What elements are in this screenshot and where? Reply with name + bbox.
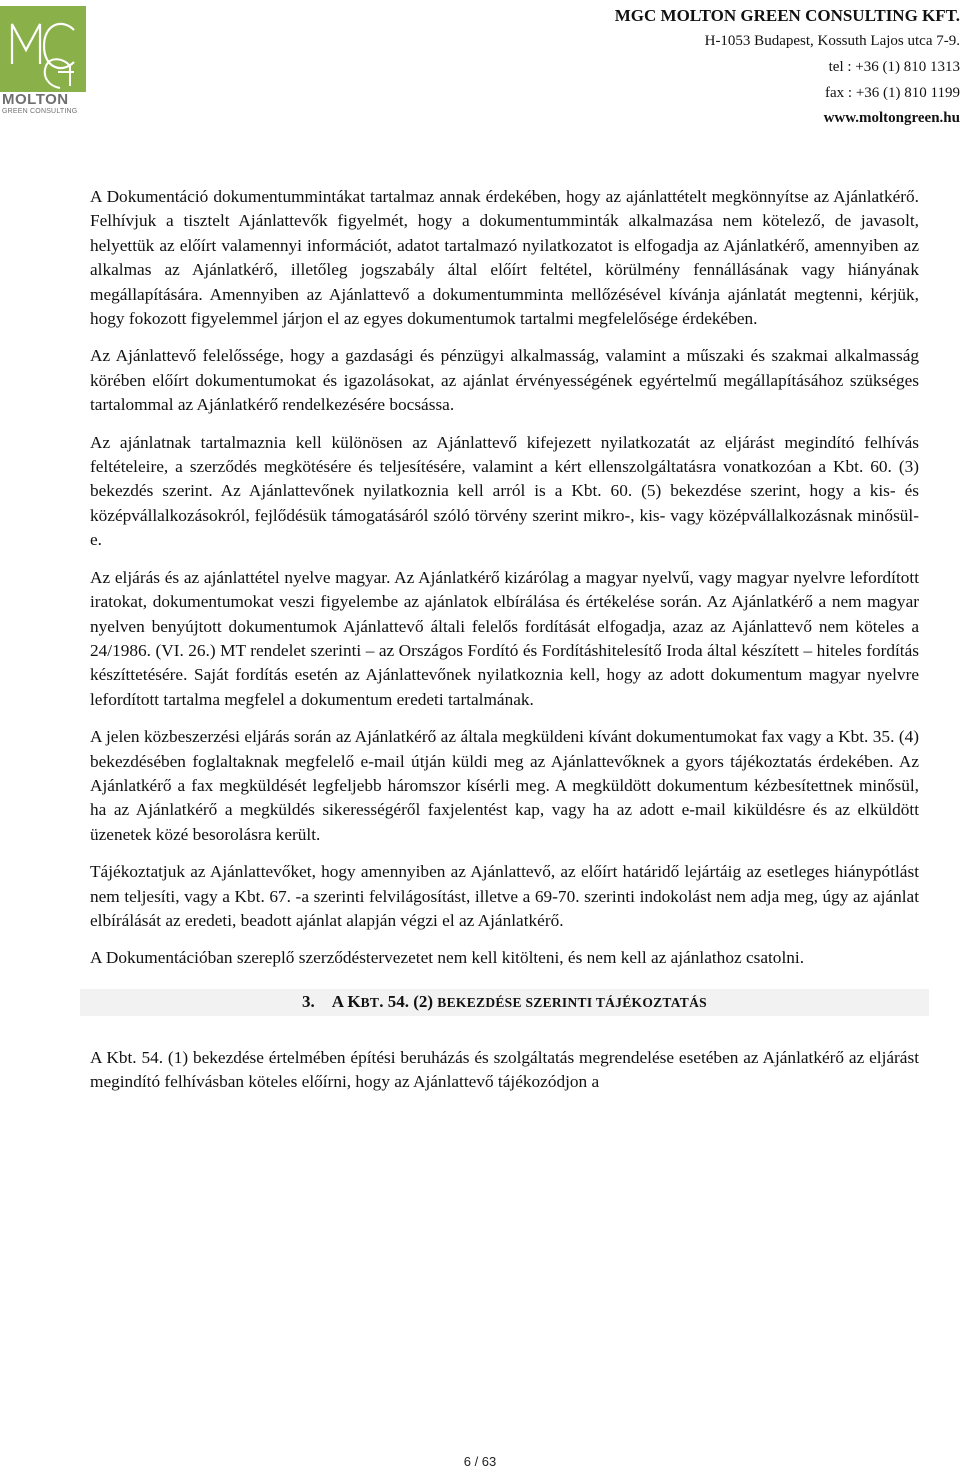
paragraph: A Dokumentációban szereplő szerződéstervezetet nem kell kitölteni, és nem kell az ajánlathoz csatolni. (90, 948, 805, 968)
paragraph: A Kbt. 54. (1) bekezdése értelmében építési beruházás és szolgáltatás megrendelése esetében az Ajánlatkérő az eljárást megindító felhívásban köteles előírni, hogy az Ajánlattevő tájékozódjon a (90, 1047, 919, 1092)
company-website[interactable]: www.moltongreen.hu (823, 110, 960, 126)
logo-monogram-icon (0, 6, 86, 92)
paragraph: A jelen közbeszerzési eljárás során az Ajánlatkérő az általa megküldeni kívánt dokumentumokat fax vagy a Kbt. 35. (4) bekezdésében foglaltaknak megfelelő e-mail útján küldi meg az Ajánlattevőknek a gyors tájékoztatás érdekében. Az Ajánlatkérő a fax megküldését legfeljebb háromszor kísérli meg. A megküldött dokumentum kézbesítettnek minősül, ha az Ajánlatkérő a megküldés sikerességéről faxjelentést kap, vagy ha az adott e-mail kiküldésre és az elküldött üzenetek közé besorolásra került. (90, 727, 919, 844)
logo-mark (0, 6, 86, 92)
company-info (615, 4, 960, 130)
paragraph: A Dokumentáció dokumentummintákat tartalmaz annak érdekében, hogy az ajánlattételt megkönnyítse az Ajánlatkérő. Felhívjuk a tisztelt Ajánlattevők figyelmét, hogy a dokumentumminták alkalmazása nem kötelező, de javasolt, helyettük az előírt valamennyi információt, adatot tartalmazó nyilatkozatot is elfogadja az Ajánlatkérő, amennyiben az alkalmas az Ajánlatkérő, illetőleg jogszabály által előírt feltétel, körülmény fennállásának vagy hiányának megállapítására. Amennyiben az Ajánlattevő a dokumentumminta mellőzésével kívánja ajánlatát megtenni, kérjük, hogy fokozott figyelemmel járjon el az egyes dokumentumok tartalmi megfelelősége érdekében. (90, 187, 919, 329)
company-address: H-1053 Budapest, Kossuth Lajos utca 7-9. (704, 33, 960, 49)
company-logo (0, 6, 86, 116)
logo-subtitle: GREEN CONSULTING (2, 108, 78, 115)
paragraph: Az Ajánlattevő felelőssége, hogy a gazdasági és pénzügyi alkalmasság, valamint a műszaki és szakmai alkalmasság körében előírt dokumentumokat és igazolásokat, az ajánlat érvényességének egyértelmű megállapításához szükséges tartalommal az Ajánlatkérő rendelkezésére bocsássa. (90, 346, 919, 415)
company-phone: tel : +36 (1) 810 1313 (828, 59, 960, 75)
logo-name: MOLTON (2, 91, 69, 108)
section-number: 3. (302, 991, 315, 1011)
page-number: 6 / 63 (463, 1454, 497, 1469)
company-fax: fax : +36 (1) 810 1199 (825, 85, 960, 101)
section-heading: 3. A KBT. 54. (2) BEKEZDÉSE SZERINTI TÁJÉKOZTATÁS (80, 989, 929, 1016)
paragraph: Az ajánlatnak tartalmaznia kell különösen az Ajánlattevő kifejezett nyilatkozatát az eljárást megindító felhívás feltételeire, a szerződés megkötésére és teljesítésére, valamint a kért ellenszolgáltatásra vonatkozóan a Kbt. 60. (3) bekezdés szerint. Az Ajánlattevőnek nyilatkoznia kell arról is a Kbt. 60. (5) bekezdése szerint, hogy a kis- és középvállalkozásokról, fejlődésük támogatásáról szóló törvény szerint mikro-, kis- vagy középvállalkozásnak minősül-e. (90, 432, 919, 550)
paragraph: Az eljárás és az ajánlattétel nyelve magyar. Az Ajánlatkérő kizárólag a magyar nyelvű, vagy magyar nyelvre lefordított iratokat, dokumentumokat veszi figyelembe az ajánlatok elbírálása és értékelése során. Az Ajánlatkérő a nem magyar nyelven benyújtott dokumentumok Ajánlattevő általi felelős fordítását elfogadja, azaz az Ajánlattevő nem köteles a 24/1986. (VI. 26.) MT rendelet szerinti – az Országos Fordító és Fordításhitelesítő Iroda által készített – hiteles fordítás készíttetésére. Saját fordítás esetén az Ajánlattevőnek nyilatkoznia kell, hogy az adott dokumentum magyar nyelvre lefordított tartalma megfelel a dokumentum eredeti tartalmának. (90, 567, 919, 709)
paragraph: Tájékoztatjuk az Ajánlattevőket, hogy amennyiben az Ajánlattevő, az előírt határidő lejártáig az esetleges hiánypótlást nem teljesíti, vagy a Kbt. 67. -a szerinti felvilágosítást, illetve a 69-70. szerinti indokolást nem adja meg, úgy az ajánlat elbírálását az eredeti, beadott ajánlat alapján végzi el az Ajánlatkérő. (90, 862, 919, 930)
document-body (90, 185, 919, 1108)
company-name: MGC MOLTON GREEN CONSULTING KFT. (614, 6, 960, 25)
